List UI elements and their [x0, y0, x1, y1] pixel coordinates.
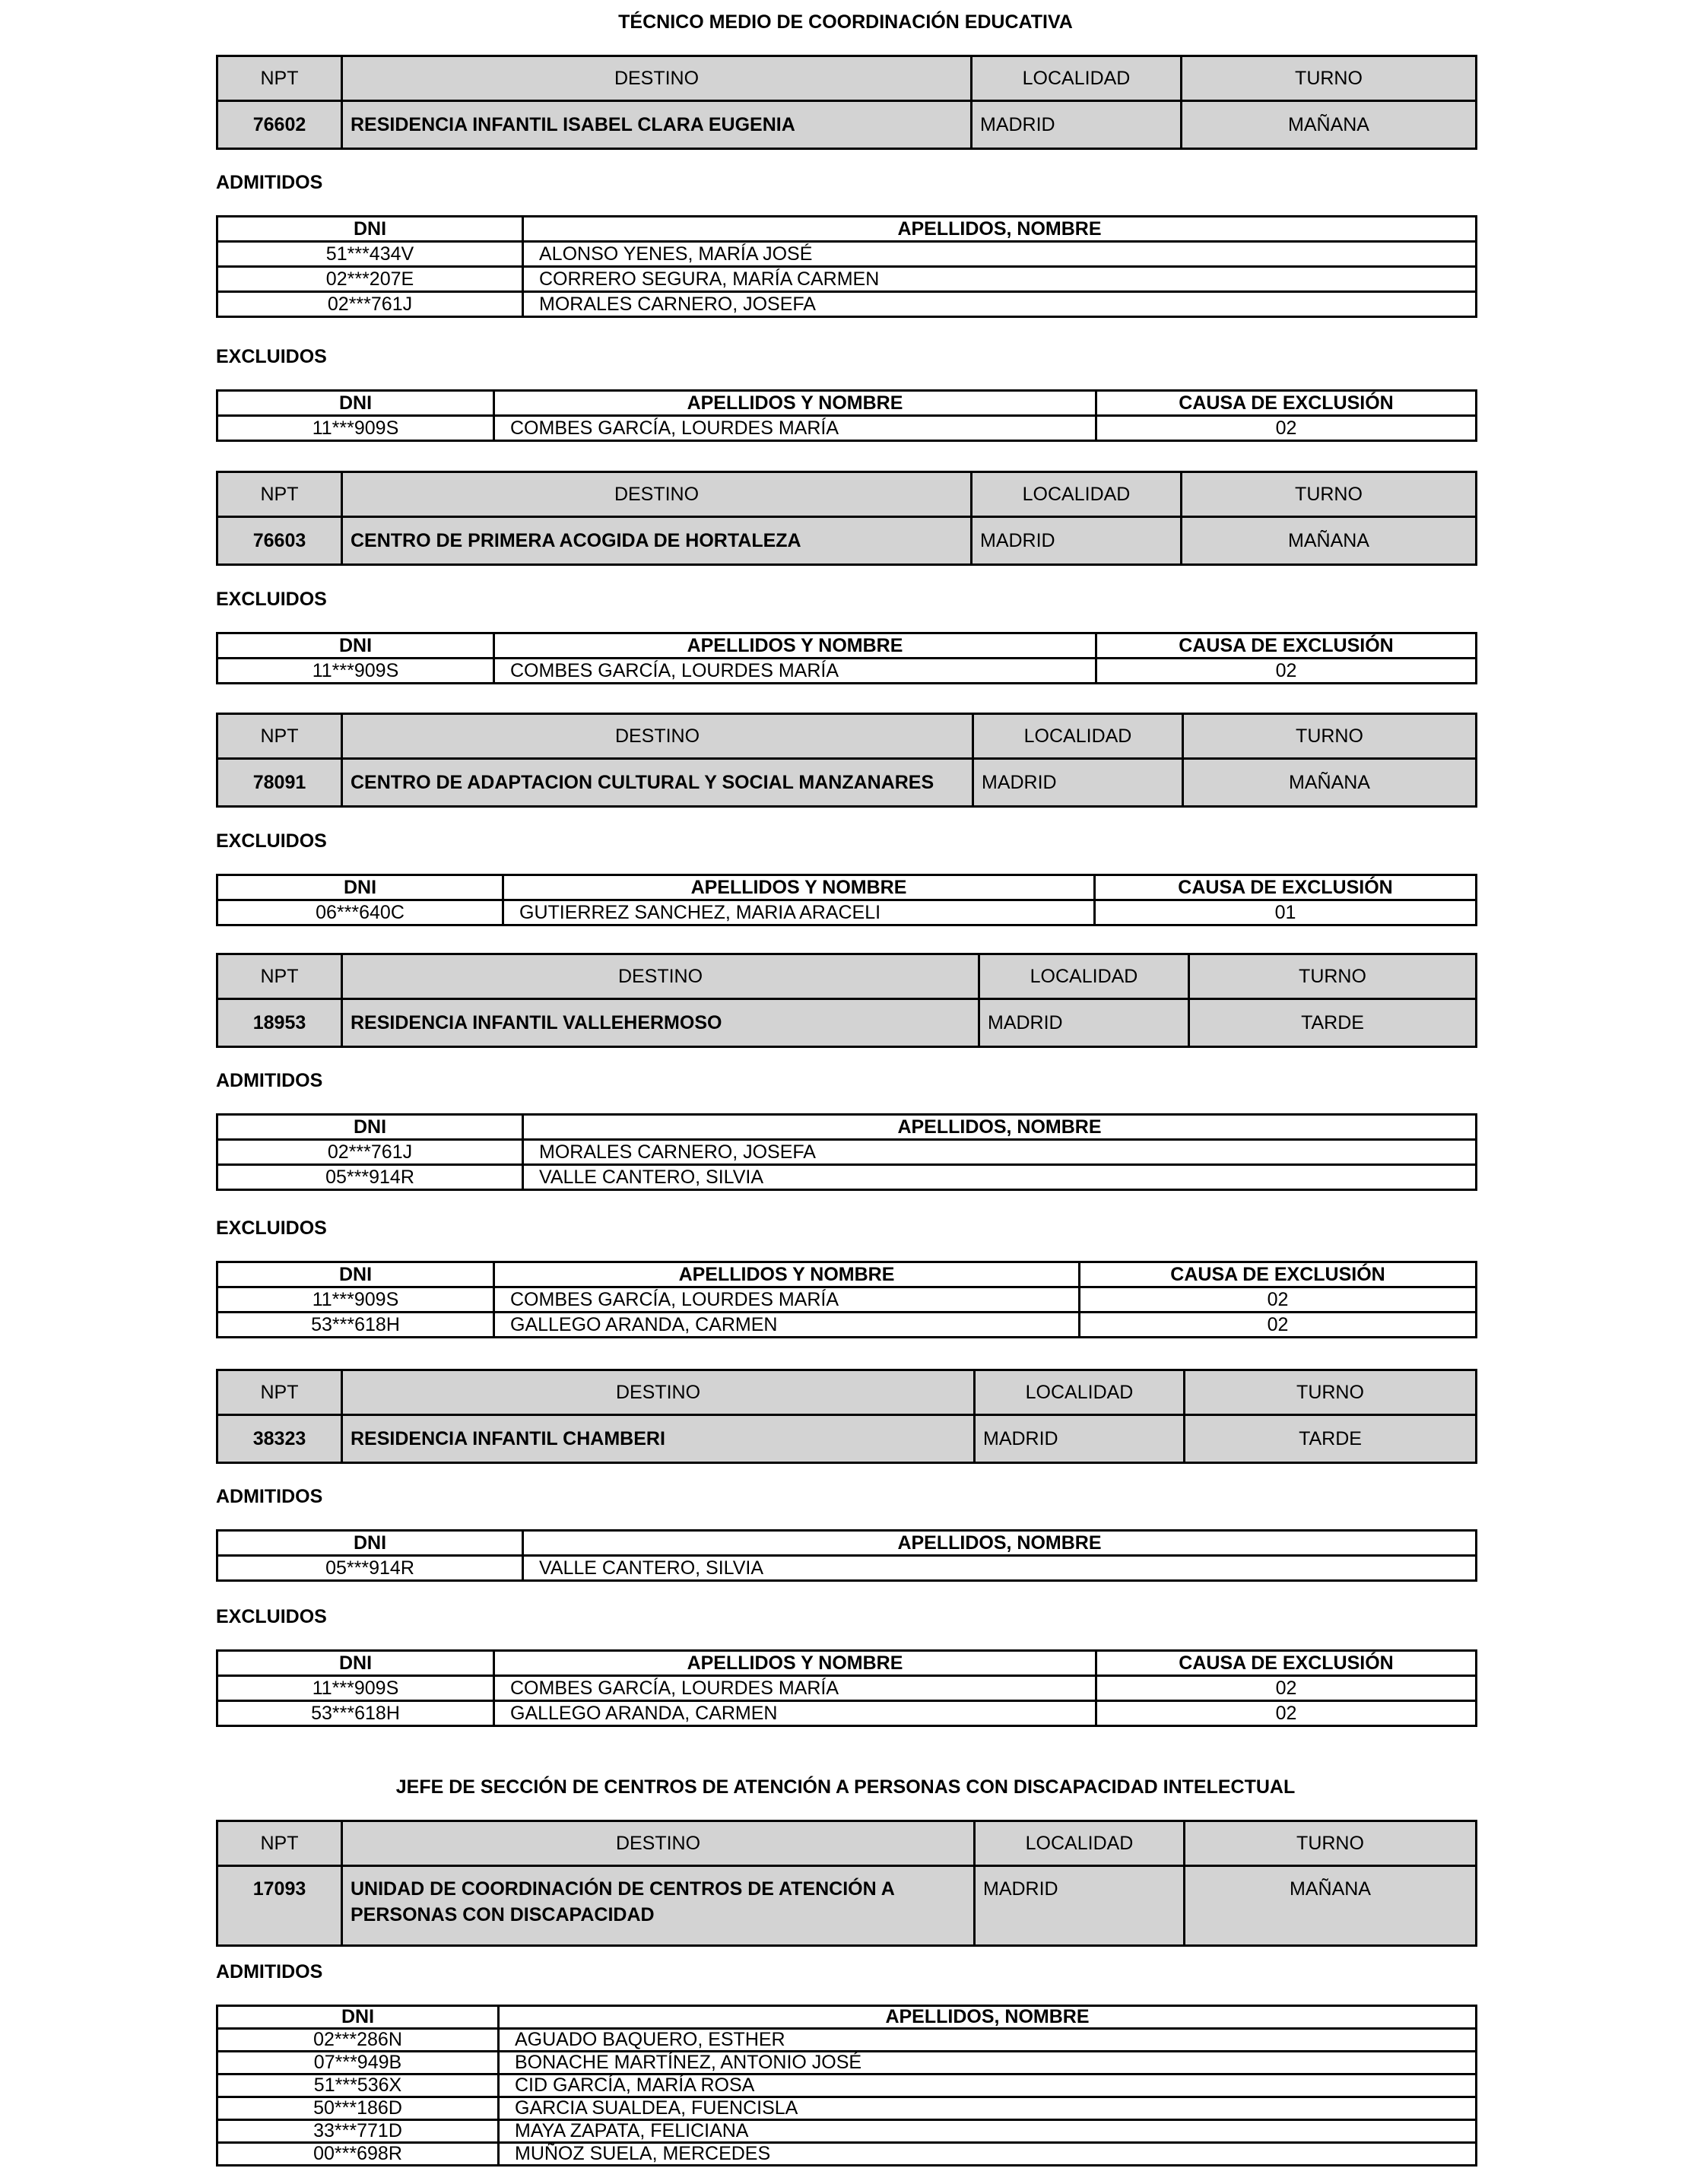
- npt-value: 76603: [217, 517, 342, 565]
- name-header: APELLIDOS Y NOMBRE: [494, 633, 1096, 659]
- dni-cell: 02***761J: [217, 292, 523, 317]
- name-header: APELLIDOS, NOMBRE: [523, 1115, 1477, 1140]
- dni-header: DNI: [217, 1115, 523, 1140]
- cause-cell: 02: [1096, 1676, 1477, 1701]
- dni-cell: 07***949B: [217, 2052, 499, 2074]
- localidad-value: MADRID: [973, 759, 1183, 807]
- cause-header: CAUSA DE EXCLUSIÓN: [1080, 1262, 1477, 1287]
- dni-cell: 11***909S: [217, 659, 494, 684]
- admitidos-label: ADMITIDOS: [216, 1070, 323, 1091]
- npt-header: NPT: [217, 56, 342, 101]
- npt-header: NPT: [217, 954, 342, 999]
- turno-value: MAÑANA: [1185, 1866, 1477, 1946]
- name-cell: VALLE CANTERO, SILVIA: [523, 1165, 1477, 1190]
- name-header: APELLIDOS Y NOMBRE: [494, 1651, 1096, 1676]
- dni-cell: 51***536X: [217, 2074, 499, 2097]
- name-cell: MAYA ZAPATA, FELICIANA: [499, 2120, 1477, 2143]
- cause-header: CAUSA DE EXCLUSIÓN: [1096, 633, 1477, 659]
- destino-header: DESTINO: [342, 954, 979, 999]
- localidad-header: LOCALIDAD: [975, 1370, 1185, 1415]
- npt-value: 76602: [217, 101, 342, 149]
- admitidos-label: ADMITIDOS: [216, 172, 323, 193]
- name-header: APELLIDOS Y NOMBRE: [503, 875, 1095, 900]
- table-row: [217, 1140, 1477, 1165]
- table-row: [217, 1165, 1477, 1190]
- name-cell: ALONSO YENES, MARÍA JOSÉ: [523, 242, 1477, 267]
- destino-value: RESIDENCIA INFANTIL VALLEHERMOSO: [342, 999, 979, 1047]
- excluidos-label: EXCLUIDOS: [216, 346, 327, 367]
- dni-header: DNI: [217, 1651, 494, 1676]
- dni-cell: 11***909S: [217, 1676, 494, 1701]
- table-row: [217, 1556, 1477, 1581]
- destino-header: DESTINO: [342, 472, 972, 517]
- excluidos-label: EXCLUIDOS: [216, 830, 327, 852]
- table-row: [217, 659, 1477, 684]
- cause-cell: 02: [1080, 1287, 1477, 1313]
- name-cell: COMBES GARCÍA, LOURDES MARÍA: [494, 1676, 1096, 1701]
- cause-header: CAUSA DE EXCLUSIÓN: [1096, 1651, 1477, 1676]
- admitidos-table: [216, 1529, 1477, 1582]
- table-row: [217, 1287, 1477, 1313]
- table-row: [217, 2052, 1477, 2074]
- name-cell: COMBES GARCÍA, LOURDES MARÍA: [494, 659, 1096, 684]
- npt-header: NPT: [217, 714, 342, 759]
- turno-header: TURNO: [1185, 1821, 1477, 1866]
- dni-header: DNI: [217, 391, 494, 416]
- dni-cell: 53***618H: [217, 1701, 494, 1726]
- dni-cell: 11***909S: [217, 416, 494, 441]
- npt-value: 78091: [217, 759, 342, 807]
- localidad-header: LOCALIDAD: [972, 472, 1182, 517]
- table-row: [217, 1701, 1477, 1726]
- table-row: [217, 2143, 1477, 2166]
- excluidos-label: EXCLUIDOS: [216, 1217, 327, 1239]
- dni-cell: 53***618H: [217, 1313, 494, 1338]
- dni-cell: 11***909S: [217, 1287, 494, 1313]
- turno-value: MAÑANA: [1182, 517, 1477, 565]
- cause-cell: 01: [1095, 900, 1477, 925]
- localidad-value: MADRID: [979, 999, 1189, 1047]
- cause-cell: 02: [1080, 1313, 1477, 1338]
- name-cell: BONACHE MARTÍNEZ, ANTONIO JOSÉ: [499, 2052, 1477, 2074]
- excluidos-table: [216, 1261, 1477, 1338]
- excluidos-label: EXCLUIDOS: [216, 589, 327, 610]
- section-heading-tecnico: TÉCNICO MEDIO DE COORDINACIÓN EDUCATIVA: [618, 11, 1073, 33]
- dni-header: DNI: [217, 217, 523, 242]
- table-row: [217, 416, 1477, 441]
- cause-header: CAUSA DE EXCLUSIÓN: [1095, 875, 1477, 900]
- table-row: [217, 292, 1477, 317]
- name-cell: GUTIERREZ SANCHEZ, MARIA ARACELI: [503, 900, 1095, 925]
- table-row: [217, 1313, 1477, 1338]
- turno-header: TURNO: [1182, 56, 1477, 101]
- name-cell: COMBES GARCÍA, LOURDES MARÍA: [494, 416, 1096, 441]
- table-row: [217, 2097, 1477, 2120]
- excluidos-table: [216, 1649, 1477, 1727]
- table-row: [217, 267, 1477, 292]
- name-cell: GARCIA SUALDEA, FUENCISLA: [499, 2097, 1477, 2120]
- cause-header: CAUSA DE EXCLUSIÓN: [1096, 391, 1477, 416]
- dni-header: DNI: [217, 1531, 523, 1556]
- dni-header: DNI: [217, 875, 503, 900]
- destination-table: [216, 1820, 1477, 1947]
- npt-header: NPT: [217, 472, 342, 517]
- destino-value: CENTRO DE PRIMERA ACOGIDA DE HORTALEZA: [342, 517, 972, 565]
- destino-value: RESIDENCIA INFANTIL ISABEL CLARA EUGENIA: [342, 101, 972, 149]
- dni-cell: 05***914R: [217, 1165, 523, 1190]
- npt-value: 17093: [217, 1866, 342, 1946]
- destination-table: [216, 1369, 1477, 1464]
- destino-header: DESTINO: [342, 56, 972, 101]
- localidad-header: LOCALIDAD: [973, 714, 1183, 759]
- turno-header: TURNO: [1189, 954, 1477, 999]
- name-cell: VALLE CANTERO, SILVIA: [523, 1556, 1477, 1581]
- admitidos-table: [216, 1113, 1477, 1191]
- dni-cell: 02***286N: [217, 2029, 499, 2052]
- admitidos-table: [216, 215, 1477, 318]
- cause-cell: 02: [1096, 659, 1477, 684]
- excluidos-label: EXCLUIDOS: [216, 1606, 327, 1627]
- turno-header: TURNO: [1182, 472, 1477, 517]
- destino-line-1: UNIDAD DE COORDINACIÓN DE CENTROS DE ATENCIÓN A: [351, 1878, 895, 1900]
- admitidos-label: ADMITIDOS: [216, 1486, 323, 1507]
- dni-cell: 50***186D: [217, 2097, 499, 2120]
- npt-header: NPT: [217, 1821, 342, 1866]
- destination-table: [216, 953, 1477, 1048]
- section-heading-jefe: JEFE DE SECCIÓN DE CENTROS DE ATENCIÓN A PERSONAS CON DISCAPACIDAD INTELECTUAL: [395, 1776, 1296, 1798]
- destino-value: RESIDENCIA INFANTIL CHAMBERI: [342, 1415, 975, 1463]
- dni-cell: 02***761J: [217, 1140, 523, 1165]
- dni-cell: 51***434V: [217, 242, 523, 267]
- excluidos-table: [216, 389, 1477, 442]
- localidad-header: LOCALIDAD: [975, 1821, 1185, 1866]
- dni-cell: 05***914R: [217, 1556, 523, 1581]
- name-cell: CORRERO SEGURA, MARÍA CARMEN: [523, 267, 1477, 292]
- table-row: [217, 900, 1477, 925]
- name-cell: AGUADO BAQUERO, ESTHER: [499, 2029, 1477, 2052]
- localidad-value: MADRID: [975, 1415, 1185, 1463]
- table-row: [217, 2120, 1477, 2143]
- dni-header: DNI: [217, 2006, 499, 2029]
- cause-cell: 02: [1096, 416, 1477, 441]
- table-row: [217, 242, 1477, 267]
- localidad-header: LOCALIDAD: [979, 954, 1189, 999]
- npt-value: 18953: [217, 999, 342, 1047]
- name-cell: GALLEGO ARANDA, CARMEN: [494, 1701, 1096, 1726]
- destino-header: DESTINO: [342, 1370, 975, 1415]
- admitidos-table: [216, 2005, 1477, 2167]
- destino-line-2: PERSONAS CON DISCAPACIDAD: [351, 1904, 655, 1925]
- table-row: [217, 1676, 1477, 1701]
- turno-value: MAÑANA: [1183, 759, 1477, 807]
- destino-header: DESTINO: [342, 714, 973, 759]
- name-cell: COMBES GARCÍA, LOURDES MARÍA: [494, 1287, 1080, 1313]
- destino-header: DESTINO: [342, 1821, 975, 1866]
- name-header: APELLIDOS Y NOMBRE: [494, 391, 1096, 416]
- destination-table: [216, 713, 1477, 808]
- localidad-header: LOCALIDAD: [972, 56, 1182, 101]
- turno-value: MAÑANA: [1182, 101, 1477, 149]
- npt-value: 38323: [217, 1415, 342, 1463]
- name-header: APELLIDOS, NOMBRE: [523, 1531, 1477, 1556]
- excluidos-table: [216, 874, 1477, 926]
- npt-header: NPT: [217, 1370, 342, 1415]
- name-cell: GALLEGO ARANDA, CARMEN: [494, 1313, 1080, 1338]
- dni-header: DNI: [217, 633, 494, 659]
- destino-value: CENTRO DE ADAPTACION CULTURAL Y SOCIAL MANZANARES: [342, 759, 973, 807]
- destination-table: [216, 55, 1477, 150]
- dni-cell: 33***771D: [217, 2120, 499, 2143]
- name-cell: CID GARCÍA, MARÍA ROSA: [499, 2074, 1477, 2097]
- name-cell: MORALES CARNERO, JOSEFA: [523, 292, 1477, 317]
- table-row: [217, 2074, 1477, 2097]
- turno-value: TARDE: [1185, 1415, 1477, 1463]
- dni-cell: 06***640C: [217, 900, 503, 925]
- dni-header: DNI: [217, 1262, 494, 1287]
- name-cell: MORALES CARNERO, JOSEFA: [523, 1140, 1477, 1165]
- name-header: APELLIDOS, NOMBRE: [499, 2006, 1477, 2029]
- localidad-value: MADRID: [972, 517, 1182, 565]
- name-header: APELLIDOS Y NOMBRE: [494, 1262, 1080, 1287]
- destino-value: [342, 1866, 975, 1946]
- dni-cell: 00***698R: [217, 2143, 499, 2166]
- turno-header: TURNO: [1183, 714, 1477, 759]
- localidad-value: MADRID: [975, 1866, 1185, 1946]
- excluidos-table: [216, 632, 1477, 684]
- turno-header: TURNO: [1185, 1370, 1477, 1415]
- admitidos-label: ADMITIDOS: [216, 1961, 323, 1982]
- cause-cell: 02: [1096, 1701, 1477, 1726]
- dni-cell: 02***207E: [217, 267, 523, 292]
- table-row: [217, 2029, 1477, 2052]
- localidad-value: MADRID: [972, 101, 1182, 149]
- destination-table: [216, 471, 1477, 566]
- name-header: APELLIDOS, NOMBRE: [523, 217, 1477, 242]
- turno-value: TARDE: [1189, 999, 1477, 1047]
- name-cell: MUÑOZ SUELA, MERCEDES: [499, 2143, 1477, 2166]
